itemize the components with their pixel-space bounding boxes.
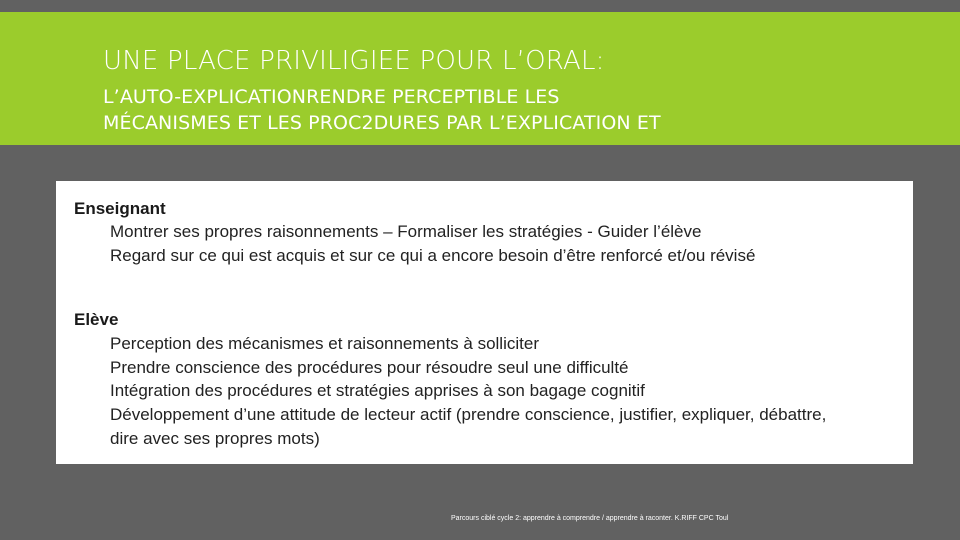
content-box (56, 181, 913, 464)
footer-credit: Parcours ciblé cycle 2: apprendre à comprendre / apprendre à raconter. K.RIFF CPC Toul (451, 515, 729, 522)
teacher-heading: Enseignant (74, 199, 166, 218)
slide-subtitle-line2: MÉCANISMES ET LES PROC2DURES PAR L’EXPLICATION ET (103, 112, 661, 134)
student-item-2: Prendre conscience des procédures pour résoudre seul une difficulté (110, 358, 629, 377)
teacher-item-2: Regard sur ce qui est acquis et sur ce qui a encore besoin d’être renforcé et/ou révisé (110, 246, 756, 265)
student-item-1: Perception des mécanismes et raisonnements à solliciter (110, 334, 539, 353)
student-item-5: dire avec ses propres mots) (110, 429, 320, 448)
student-item-3: Intégration des procédures et stratégies apprises à son bagage cognitif (110, 381, 645, 400)
student-heading: Elève (74, 310, 119, 329)
slide-subtitle-line1: L’AUTO-EXPLICATIONRENDRE PERCEPTIBLE LES (103, 86, 560, 108)
student-item-4: Développement d’une attitude de lecteur actif (prendre conscience, justifier, expliquer, débattre, (110, 405, 827, 424)
teacher-item-1: Montrer ses propres raisonnements – Formaliser les stratégies - Guider l’élève (110, 222, 702, 241)
slide-title: UNE PLACE PRIVILIGIEE POUR L’ORAL: (103, 46, 605, 76)
